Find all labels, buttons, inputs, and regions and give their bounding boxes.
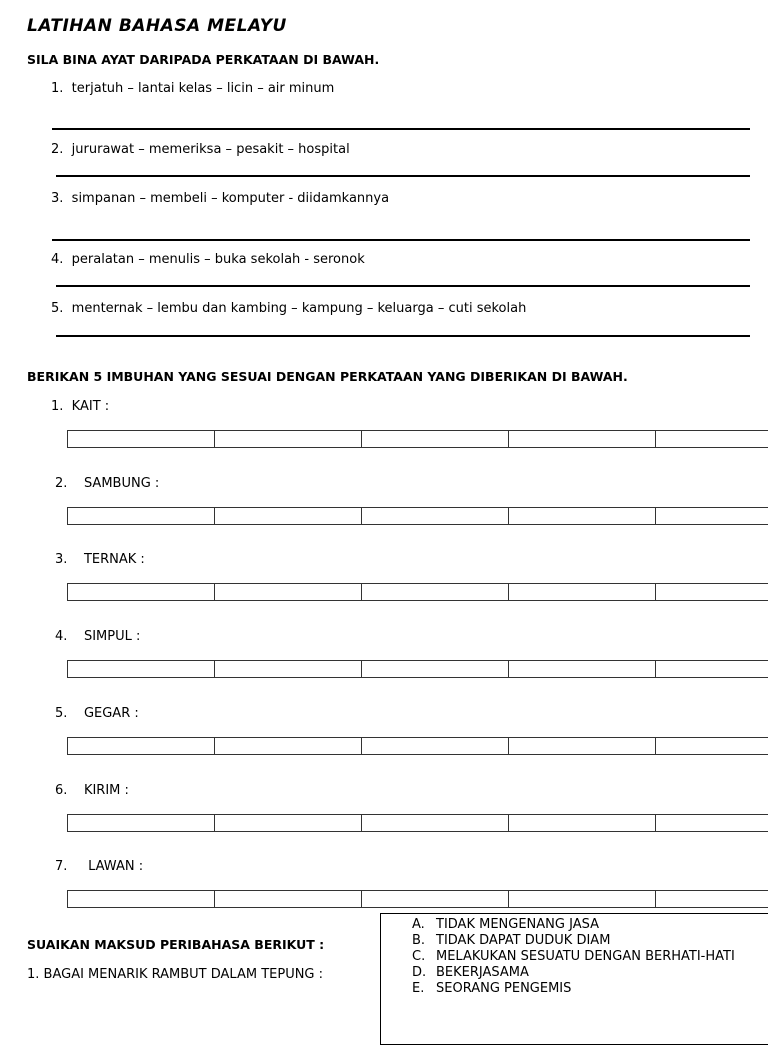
proverb-question-1: 1. BAGAI MENARIK RAMBUT DALAM TEPUNG : bbox=[27, 967, 324, 982]
sentence-item-3 bbox=[51, 191, 389, 206]
affix-answer-row-3 bbox=[67, 583, 768, 601]
affix-answer-cell[interactable] bbox=[362, 815, 509, 831]
affix-answer-cell[interactable] bbox=[68, 815, 215, 831]
affix-answer-cell[interactable] bbox=[215, 508, 362, 524]
item-number: 5. bbox=[55, 706, 68, 721]
answer-line-1[interactable] bbox=[52, 128, 750, 130]
affix-answer-row-1 bbox=[67, 430, 768, 448]
item-number: 7. bbox=[55, 859, 68, 874]
affix-answer-cell[interactable] bbox=[656, 508, 768, 524]
affix-answer-cell[interactable] bbox=[509, 738, 656, 754]
answer-options-list bbox=[412, 917, 746, 997]
affix-answer-cell[interactable] bbox=[656, 738, 768, 754]
item-word: LAWAN : bbox=[88, 859, 144, 874]
item-number: 2. bbox=[55, 476, 68, 491]
answer-line-2[interactable] bbox=[56, 175, 750, 177]
affix-answer-cell[interactable] bbox=[509, 891, 656, 907]
affix-item-2 bbox=[55, 476, 159, 491]
item-word: KIRIM : bbox=[83, 783, 129, 798]
item-number: 2. bbox=[51, 142, 64, 157]
affix-answer-cell[interactable] bbox=[68, 431, 215, 447]
worksheet-title: LATIHAN BAHASA MELAYU bbox=[27, 16, 287, 36]
option-text: TIDAK DAPAT DUDUK DIAM bbox=[436, 933, 611, 948]
affix-answer-cell[interactable] bbox=[656, 815, 768, 831]
affix-answer-cell[interactable] bbox=[656, 431, 768, 447]
item-words: jururawat – memeriksa – pesakit – hospital bbox=[71, 142, 350, 157]
answer-line-3[interactable] bbox=[52, 239, 750, 241]
item-words: menternak – lembu dan kambing – kampung – keluarga – cuti sekolah bbox=[71, 301, 527, 316]
item-number: 4. bbox=[51, 252, 64, 267]
affix-answer-cell[interactable] bbox=[68, 891, 215, 907]
item-words: peralatan – menulis – buka sekolah - seronok bbox=[71, 252, 365, 267]
affix-answer-cell[interactable] bbox=[656, 661, 768, 677]
affix-answer-cell[interactable] bbox=[215, 661, 362, 677]
sentence-item-4 bbox=[51, 252, 365, 267]
item-number: 1. bbox=[51, 81, 64, 96]
item-number: 4. bbox=[55, 629, 68, 644]
answer-line-5[interactable] bbox=[56, 335, 750, 337]
affix-answer-cell[interactable] bbox=[362, 431, 509, 447]
option-c[interactable] bbox=[412, 949, 746, 965]
affix-answer-cell[interactable] bbox=[362, 661, 509, 677]
item-number: 3. bbox=[55, 552, 68, 567]
affix-item-1 bbox=[51, 399, 109, 414]
affix-answer-cell[interactable] bbox=[215, 431, 362, 447]
affix-item-6 bbox=[55, 783, 129, 798]
option-letter: B. bbox=[412, 933, 426, 948]
affix-item-3 bbox=[55, 552, 145, 567]
sentence-item-5 bbox=[51, 301, 526, 316]
option-text: SEORANG PENGEMIS bbox=[436, 981, 572, 996]
affix-item-7 bbox=[55, 859, 143, 874]
affix-answer-row-7 bbox=[67, 890, 768, 908]
section1-heading: SILA BINA AYAT DARIPADA PERKATAAN DI BAWAH. bbox=[27, 52, 380, 67]
affix-answer-cell[interactable] bbox=[509, 584, 656, 600]
option-letter: C. bbox=[412, 949, 426, 964]
option-letter: A. bbox=[412, 917, 425, 932]
affix-answer-cell[interactable] bbox=[362, 508, 509, 524]
affix-answer-cell[interactable] bbox=[362, 584, 509, 600]
affix-answer-cell[interactable] bbox=[509, 431, 656, 447]
option-letter: D. bbox=[412, 965, 427, 980]
section2-heading: BERIKAN 5 IMBUHAN YANG SESUAI DENGAN PERKATAAN YANG DIBERIKAN DI BAWAH. bbox=[27, 369, 628, 384]
item-word: SIMPUL : bbox=[83, 629, 141, 644]
affix-answer-cell[interactable] bbox=[68, 661, 215, 677]
option-e[interactable] bbox=[412, 981, 746, 997]
item-number: 5. bbox=[51, 301, 64, 316]
item-word: SAMBUNG : bbox=[83, 476, 160, 491]
affix-answer-cell[interactable] bbox=[215, 584, 362, 600]
item-number: 6. bbox=[55, 783, 68, 798]
affix-answer-cell[interactable] bbox=[362, 891, 509, 907]
affix-answer-row-4 bbox=[67, 660, 768, 678]
sentence-item-1 bbox=[51, 81, 334, 96]
affix-item-4 bbox=[55, 629, 140, 644]
item-words: simpanan – membeli – komputer - diidamkannya bbox=[71, 191, 390, 206]
option-text: TIDAK MENGENANG JASA bbox=[436, 917, 599, 932]
affix-answer-cell[interactable] bbox=[215, 815, 362, 831]
item-word: TERNAK : bbox=[83, 552, 145, 567]
option-b[interactable] bbox=[412, 933, 746, 949]
item-words: terjatuh – lantai kelas – licin – air minum bbox=[71, 81, 335, 96]
sentence-item-2 bbox=[51, 142, 350, 157]
affix-answer-cell[interactable] bbox=[362, 738, 509, 754]
item-number: 1. bbox=[51, 399, 64, 414]
affix-answer-cell[interactable] bbox=[509, 508, 656, 524]
affix-answer-cell[interactable] bbox=[68, 508, 215, 524]
affix-answer-cell[interactable] bbox=[509, 661, 656, 677]
section3-heading: SUAIKAN MAKSUD PERIBAHASA BERIKUT : bbox=[27, 937, 325, 952]
affix-answer-cell[interactable] bbox=[656, 891, 768, 907]
affix-answer-row-5 bbox=[67, 737, 768, 755]
affix-answer-row-6 bbox=[67, 814, 768, 832]
affix-answer-cell[interactable] bbox=[68, 738, 215, 754]
affix-item-5 bbox=[55, 706, 139, 721]
affix-answer-cell[interactable] bbox=[215, 738, 362, 754]
item-number: 3. bbox=[51, 191, 64, 206]
item-word: KAIT : bbox=[71, 399, 110, 414]
answer-line-4[interactable] bbox=[56, 285, 750, 287]
affix-answer-row-2 bbox=[67, 507, 768, 525]
affix-answer-cell[interactable] bbox=[215, 891, 362, 907]
affix-answer-cell[interactable] bbox=[68, 584, 215, 600]
option-a[interactable] bbox=[412, 917, 746, 933]
item-word: GEGAR : bbox=[83, 706, 139, 721]
option-text: BEKERJASAMA bbox=[436, 965, 529, 980]
affix-answer-cell[interactable] bbox=[656, 584, 768, 600]
option-letter: E. bbox=[412, 981, 425, 996]
option-d[interactable] bbox=[412, 965, 746, 981]
option-text: MELAKUKAN SESUATU DENGAN BERHATI-HATI bbox=[436, 949, 735, 964]
affix-answer-cell[interactable] bbox=[509, 815, 656, 831]
